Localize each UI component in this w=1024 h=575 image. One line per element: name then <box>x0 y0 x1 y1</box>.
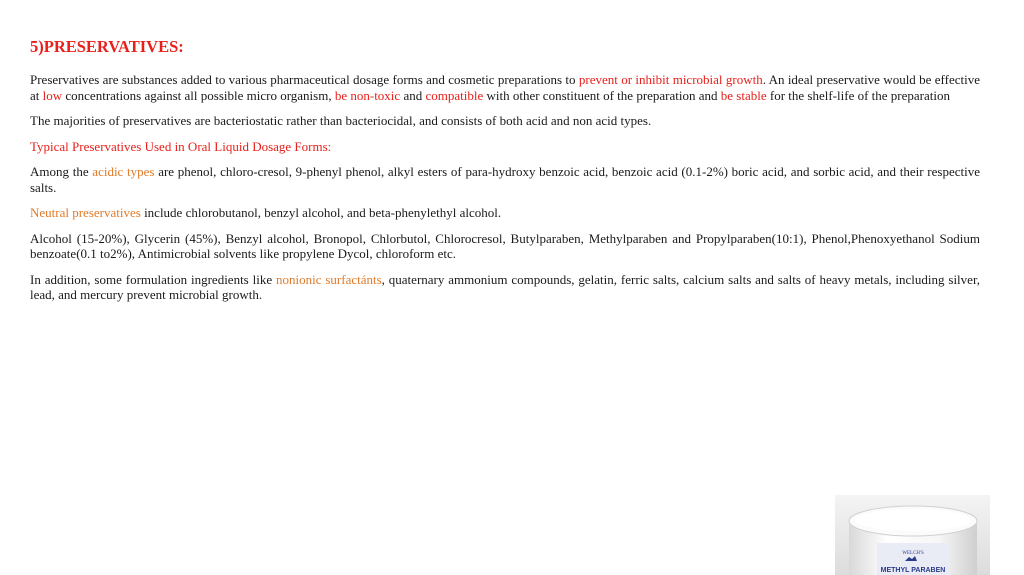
paragraph-bacteriostatic: The majorities of preservatives are bacteriostatic rather than bacteriocidal, and consists of both acid and non acid types. <box>30 113 652 128</box>
paragraph-list: Alcohol (15-20%), Glycerin (45%), Benzyl alcohol, Bronopol, Chlorbutol, Chlorocresol, Butylparaben, Methylparaben and Propylparaben(10:1), Phenol,Phenoxyethanol Sodium benzoate(0.1 to2%), Antimicrobial solvents like propylene Dycol, chloroform etc. <box>30 230 980 261</box>
paragraph-definition: Preservatives are substances added to various pharmaceutical dosage forms and cosmetic preparations to prevent or inhibit microbial growth. An ideal preservative would be effective at low concentrations against all possible micro organism, be non-toxic and compatible with other constituent of the preparation and be stable for the shelf-life of the preparation <box>30 72 980 103</box>
paragraph-neutral: Neutral preservatives include chlorobutanol, benzyl alcohol, and beta-phenylethyl alcohol. <box>30 205 502 220</box>
subheading-oral-liquid: Typical Preservatives Used in Oral Liquid Dosage Forms: <box>30 138 332 154</box>
jar-product-text: METHYL PARABEN <box>880 567 946 574</box>
paragraph-in-addition: In addition, some formulation ingredients like nonionic surfactánts, quaternary ammonium compounds, gelatin, ferric salts, calcium salts and salts of heavy metals, including silver, lead, and mercury prevent microbial growth. <box>30 271 980 302</box>
methyl-paraben-jar-image <box>835 495 990 575</box>
highlight-low: low <box>42 87 63 103</box>
highlight-prevent-growth: prevent or inhibit microbial growth <box>578 72 763 87</box>
slide-content <box>30 36 980 313</box>
paragraph-acidic-types: Among the acidic types are phenol, chloro-cresol, 9-phenyl phenol, alkyl esters of para-hydroxy benzoic acid, benzoic acid (0.1-2%) boric acid, and sorbic acid, and their respective salts. <box>30 164 980 195</box>
highlight-acidic-types: acidic types <box>92 164 155 179</box>
highlight-non-toxic: be non-toxic <box>334 87 401 103</box>
highlight-neutral-preservatives: Neutral preservatives <box>30 205 141 220</box>
slide-title: 5)PRESERVATIVES: <box>30 37 184 56</box>
highlight-stable: be stable <box>720 87 767 103</box>
jar-brand-text: WELCH'S <box>902 551 924 556</box>
highlight-compatible: compatible <box>425 87 484 103</box>
highlight-nonionic: nonionic surfactánts <box>275 271 382 287</box>
jar-illustration <box>835 495 990 575</box>
